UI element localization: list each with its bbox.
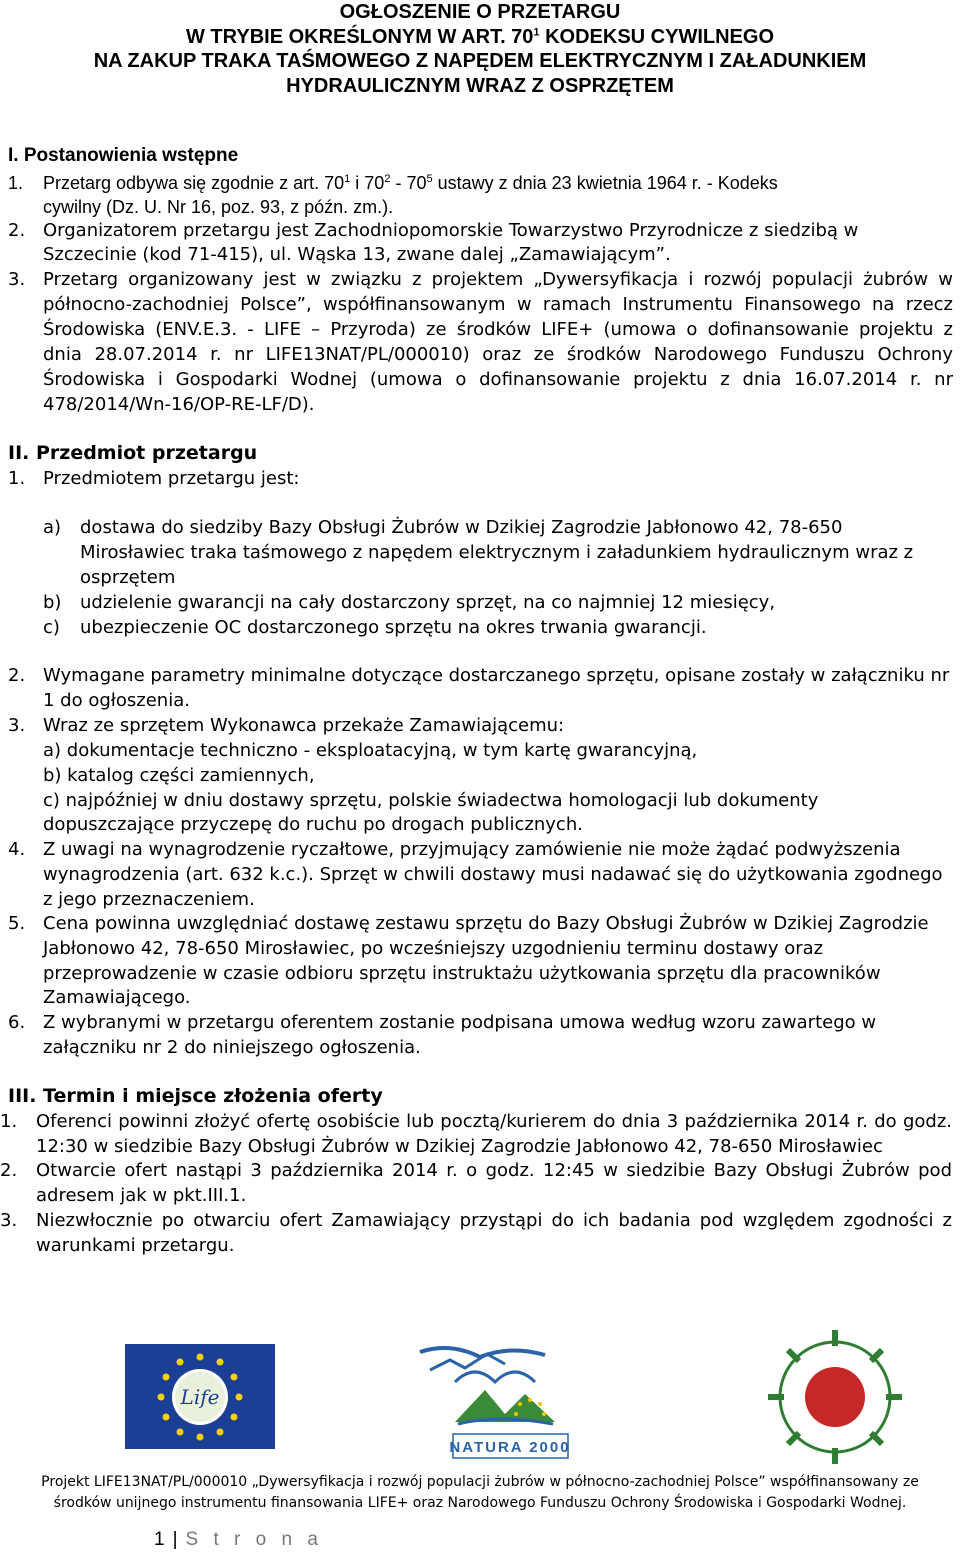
s1-p3-line-6: 478/2014/Wn-16/OP-RE-LF/D). bbox=[43, 394, 315, 415]
title-line-2: W TRYBIE OKREŚLONYM W ART. $70^1$ KODEKSU CYWILNEGO bbox=[186, 25, 774, 48]
s2-p3-a: a) dokumentacje techniczno - eksploatacyjną, w tym kartę gwarancyjną, bbox=[43, 740, 698, 761]
s2-p3-c-line-1: c) najpóźniej w dniu dostawy sprzętu, polskie świadectwa homologacji lub dokumenty bbox=[43, 790, 819, 811]
s3-p3-number: 3. bbox=[0, 1210, 18, 1231]
s1-p3-line-3: Środowiska (ENV.E.3. - LIFE – Przyroda) ze środków LIFE+ (umowa o dofinansowanie projektu z bbox=[43, 319, 953, 340]
s2-c-label: c) bbox=[43, 617, 60, 638]
title-line-1: OGŁOSZENIE O PRZETARGU bbox=[339, 1, 621, 23]
s2-p2-number: 2. bbox=[8, 665, 26, 686]
section-2-heading: II. Przedmiot przetargu bbox=[8, 442, 258, 464]
s2-p6-line-2: załączniku nr 2 do niniejszego ogłoszenia. bbox=[43, 1037, 421, 1058]
s2-a-line-2: Mirosławiec traka taśmowego z napędem elektrycznym i załadunkiem hydraulicznym wraz z bbox=[80, 542, 914, 563]
eu-flag-icon bbox=[125, 1344, 275, 1449]
page-number: 1 | S t r o n a bbox=[154, 1529, 323, 1550]
document-title bbox=[0, 0, 960, 98]
s2-p5-number: 5. bbox=[8, 913, 26, 934]
s2-p3-b: b) katalog części zamiennych, bbox=[43, 765, 315, 786]
s2-p1-number: 1. bbox=[8, 468, 26, 489]
s2-a-line-3: osprzętem bbox=[80, 567, 176, 588]
s2-p2-line-2: 1 do ogłoszenia. bbox=[43, 690, 190, 711]
s2-p5-line-1: Cena powinna uwzględniać dostawę zestawu sprzętu do Bazy Obsługi Żubrów w Dzikiej Zagrodzie bbox=[43, 913, 929, 934]
s2-p5-line-4: Zamawiającego. bbox=[43, 987, 191, 1008]
s2-p3-number: 3. bbox=[8, 715, 26, 736]
s2-p4-line-1: Z uwagi na wynagrodzenie ryczałtowe, przyjmujący zamówienie nie może żądać podwyższenia bbox=[43, 839, 901, 860]
natura-2000-logo bbox=[420, 1348, 571, 1458]
s2-a-label: a) bbox=[43, 517, 62, 538]
s1-p1-number: 1. bbox=[8, 173, 24, 193]
s2-p2-line-1: Wymagane parametry minimalne dotyczące dostarczanego sprzętu, opisane zostały w załączniku nr bbox=[43, 665, 950, 686]
s2-b-label: b) bbox=[43, 592, 62, 613]
s2-p4-line-3: z jego przeznaczeniem. bbox=[43, 889, 255, 910]
s2-p6-number: 6. bbox=[8, 1012, 26, 1033]
s3-p3-line-1: Niezwłocznie po otwarciu ofert Zamawiający przystąpi do ich badania pod względem zgodności z bbox=[36, 1210, 952, 1231]
s3-p2-line-2: adresem jak w pkt.III.1. bbox=[36, 1185, 247, 1206]
s1-p3-line-5: Środowiska i Gospodarki Wodnej (umowa o dofinansowanie projektu z dnia 16.07.2014 r. nr bbox=[43, 369, 953, 390]
s2-c-text: ubezpieczenie OC dostarczonego sprzętu na okres trwania gwarancji. bbox=[80, 617, 707, 638]
s1-p2-number: 2. bbox=[8, 220, 26, 241]
s1-p2-line-1: Organizatorem przetargu jest Zachodniopomorskie Towarzystwo Przyrodnicze z siedzibą w bbox=[43, 220, 859, 241]
svg-text:NATURA 2000: NATURA 2000 bbox=[449, 1439, 571, 1456]
s2-p3-text: Wraz ze sprzętem Wykonawca przekaże Zamawiającemu: bbox=[43, 715, 565, 736]
s3-p3-line-2: warunkami przetargu. bbox=[36, 1235, 235, 1256]
s2-b-text: udzielenie gwarancji na cały dostarczony sprzęt, na co najmniej 12 miesięcy, bbox=[80, 592, 776, 613]
s2-p4-line-2: wynagrodzenia (art. 632 k.c.). Sprzęt w chwili dostawy musi nadawać się do użytkowania zgodnego bbox=[43, 864, 943, 885]
s1-p1-line-1: Przetarg odbywa się zgodnie z art. $70^1$ i $70^2 - 70^5$ ustawy z dnia 23 kwietnia 1964 r. - Kodeks bbox=[43, 173, 778, 193]
section-1-heading: I. Postanowienia wstępne bbox=[8, 145, 239, 166]
s1-p3-line-4: dnia 28.07.2014 r. nr LIFE13NAT/PL/000010) oraz ze środków Narodowego Funduszu Ochrony bbox=[43, 344, 953, 365]
footer-line-1: Projekt LIFE13NAT/PL/000010 „Dywersyfikacja i rozwój populacji żubrów w północno-zachodniej Polsce” współfinansowany ze bbox=[41, 1474, 919, 1490]
footer-logos bbox=[0, 1322, 960, 1472]
s1-p3-number: 3. bbox=[8, 269, 26, 290]
s3-p2-number: 2. bbox=[0, 1160, 18, 1181]
s2-p1-text: Przedmiotem przetargu jest: bbox=[43, 468, 300, 489]
title-line-3: NA ZAKUP TRAKA TAŚMOWEGO Z NAPĘDEM ELEKTRYCZNYM I ZAŁADUNKIEM bbox=[93, 50, 867, 72]
s2-p5-line-2: Jabłonowo 42, 78-650 Mirosławiec, po wcześniejszy uzgodnieniu terminu dostawy oraz bbox=[43, 938, 824, 959]
s2-a-line-1: dostawa do siedziby Bazy Obsługi Żubrów w Dzikiej Zagrodzie Jabłonowo 42, 78-650 bbox=[80, 517, 843, 538]
s2-p5-line-3: przeprowadzenie w czasie odbioru sprzętu instruktażu użytkowania sprzętu dla pracowników bbox=[43, 963, 881, 984]
nfosigw-logo bbox=[768, 1330, 902, 1464]
s1-p3-line-1: Przetarg organizowany jest w związku z projektem „Dywersyfikacja i rozwój populacji żubrów w bbox=[43, 269, 953, 290]
s2-p4-number: 4. bbox=[8, 839, 26, 860]
s3-p2-line-1: Otwarcie ofert nastąpi 3 października 2014 r. o godz. 12:45 w siedzibie Bazy Obsługi Żubrów pod bbox=[36, 1160, 952, 1181]
s2-p6-line-1: Z wybranymi w przetargu oferentem zostanie podpisana umowa według wzoru zawartego w bbox=[43, 1012, 877, 1033]
section-3-heading: III. Termin i miejsce złożenia oferty bbox=[8, 1085, 383, 1107]
s1-p1-line-2: cywilny (Dz. U. Nr 16, poz. 93, z późn. zm.). bbox=[43, 197, 394, 217]
s2-p3-c-line-2: dopuszczające przyczepę do ruchu po drogach publicznych. bbox=[43, 814, 583, 835]
s3-p1-number: 1. bbox=[0, 1111, 18, 1132]
s1-p2-line-2: Szczecinie (kod 71-415), ul. Wąska 13, zwane dalej „Zamawiającym”. bbox=[43, 244, 671, 265]
s3-p1-line-2: 12:30 w siedzibie Bazy Obsługi Żubrów w Dzikiej Zagrodzie Jabłonowo 42, 78-650 Mirosławiec bbox=[36, 1136, 883, 1157]
s1-p3-line-2: północno-zachodniej Polsce”, współfinansowanym w ramach Instrumentu Finansowego na rzecz bbox=[43, 294, 953, 315]
s3-p1-line-1: Oferenci powinni złożyć ofertę osobiście lub pocztą/kurierem do dnia 3 października 2014 r. do godz. bbox=[36, 1111, 952, 1132]
footer-line-2: środków unijnego instrumentu finansowania LIFE+ oraz Narodowego Funduszu Ochrony Środowiska i Gospodarki Wodnej. bbox=[53, 1495, 907, 1511]
svg-text:Life: Life bbox=[180, 1385, 220, 1409]
title-line-4: HYDRAULICZNYM WRAZ Z OSPRZĘTEM bbox=[286, 74, 674, 97]
